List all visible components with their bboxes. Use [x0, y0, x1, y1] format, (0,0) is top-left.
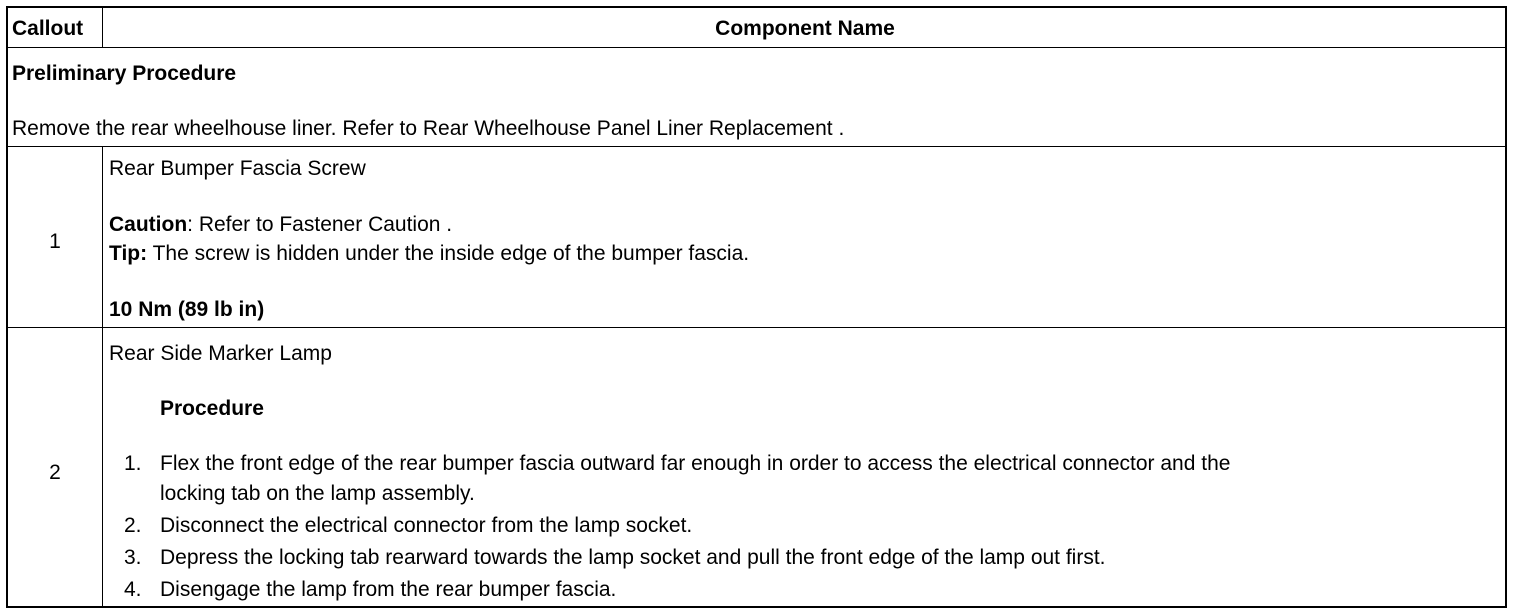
preliminary-procedure-row — [8, 48, 1505, 147]
step-number: 4. — [124, 578, 142, 601]
table-row — [8, 328, 1505, 608]
callout-number: 2 — [49, 461, 61, 484]
component-name: Rear Bumper Fascia Screw — [109, 157, 366, 180]
preliminary-text: Remove the rear wheelhouse liner. Refer to Rear Wheelhouse Panel Liner Replacement . — [12, 117, 845, 140]
callout-number: 1 — [49, 230, 61, 253]
component-name: Rear Side Marker Lamp — [109, 342, 332, 365]
header-component-name: Component Name — [715, 17, 895, 40]
column-divider — [102, 147, 103, 328]
step-number: 3. — [124, 546, 142, 569]
step-text: Disconnect the electrical connector from the lamp socket. — [160, 514, 693, 537]
component-table — [6, 6, 1507, 608]
tip-line — [109, 243, 749, 264]
step-text: Disengage the lamp from the rear bumper fascia. — [160, 578, 617, 601]
step-number: 2. — [124, 514, 142, 537]
caution-label: Caution — [109, 213, 188, 236]
column-divider — [102, 328, 103, 608]
table-header-row — [8, 8, 1505, 48]
step-number: 1. — [124, 452, 142, 475]
procedure-title: Procedure — [160, 397, 264, 420]
step-text: Depress the locking tab rearward towards the lamp socket and pull the front edge of the lamp out first. — [160, 546, 1106, 569]
caution-line — [109, 214, 452, 235]
preliminary-title: Preliminary Procedure — [12, 62, 237, 85]
step-text: Flex the front edge of the rear bumper fascia outward far enough in order to access the electrical connector and the — [160, 452, 1231, 475]
caution-text: : Refer to Fastener Caution . — [187, 213, 453, 236]
tip-label: Tip: — [109, 242, 148, 265]
header-callout: Callout — [12, 17, 84, 40]
torque-spec: 10 Nm (89 lb in) — [109, 298, 265, 321]
table-row — [8, 147, 1505, 328]
tip-text: The screw is hidden under the inside edge of the bumper fascia. — [147, 242, 750, 265]
step-text-continued: locking tab on the lamp assembly. — [160, 482, 475, 505]
